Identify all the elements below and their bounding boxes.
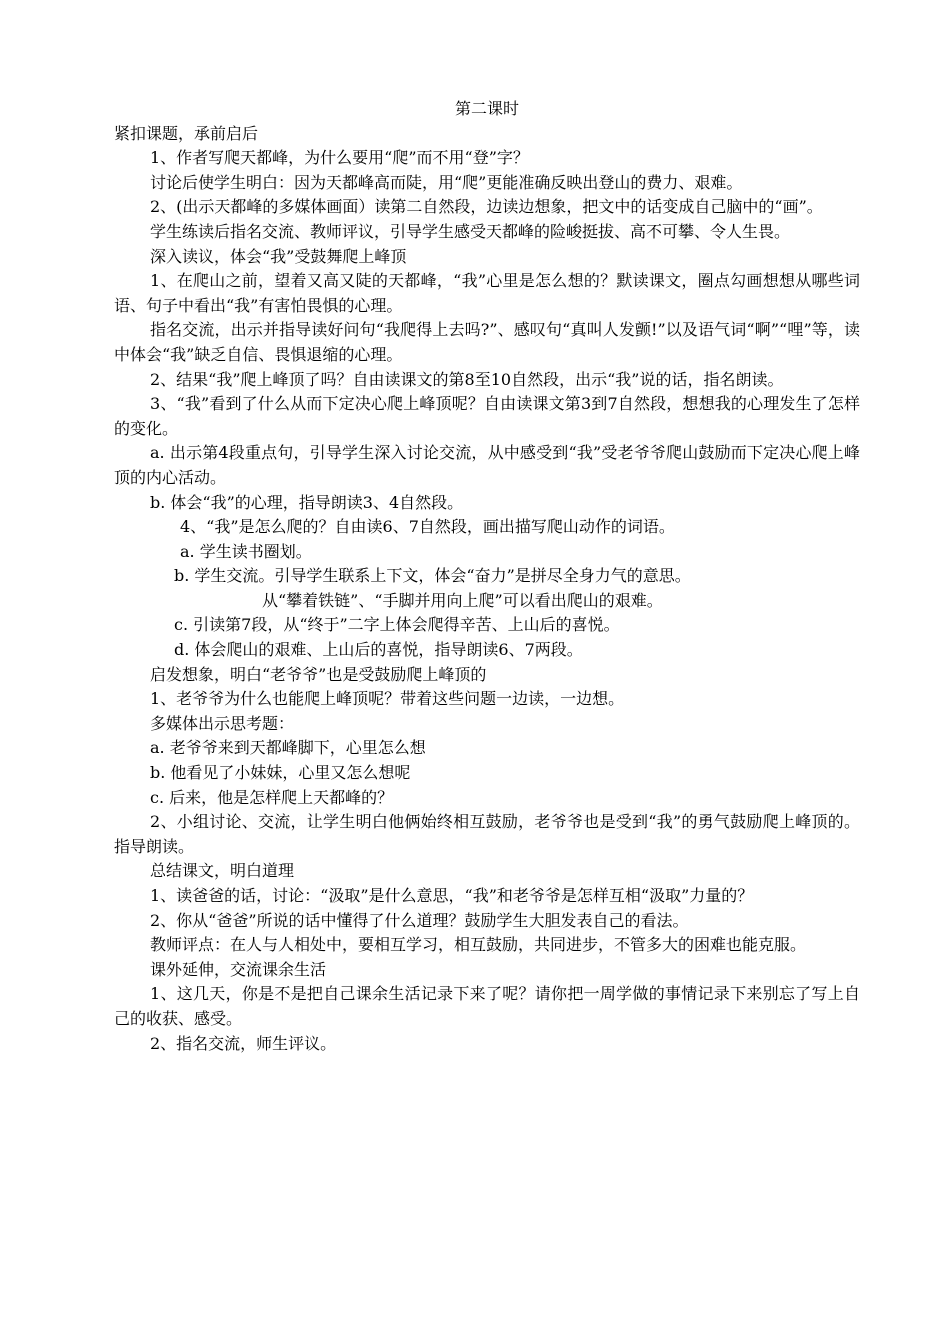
paragraph: 讨论后使学生明白：因为天都峰高而陡，用“爬”更能准确反映出登山的费力、艰难。 bbox=[150, 172, 743, 192]
paragraph: a. 学生读书圈划。 bbox=[180, 541, 312, 561]
paragraph: 从“攀着铁链”、“手脚并用向上爬”可以看出爬山的艰难。 bbox=[262, 590, 663, 610]
lesson-body bbox=[114, 122, 860, 1057]
paragraph: a. 老爷爷来到天都峰脚下，心里怎么想 bbox=[150, 738, 426, 758]
paragraph: 1、老爷爷为什么也能爬上峰顶呢？带着这些问题一边读，一边想。 bbox=[150, 689, 625, 709]
paragraph: c. 引读第7段，从“终于”二字上体会爬得辛苦、上山后的喜悦。 bbox=[174, 615, 620, 635]
paragraph: 深入读议，体会“我”受鼓舞爬上峰顶 bbox=[150, 246, 407, 266]
paragraph: 课外延伸，交流课余生活 bbox=[150, 959, 327, 979]
paragraph: a. 出示第4段重点句，引导学生深入讨论交流，从中感受到“我”受老爷爷爬山鼓励而下定决心爬上峰顶的内心活动。 bbox=[114, 443, 860, 487]
paragraph: b. 体会“我”的心理，指导朗读3、4自然段。 bbox=[150, 492, 464, 512]
paragraph: 3、“我”看到了什么从而下定决心爬上峰顶呢？自由读课文第3到7自然段，想想我的心理发生了怎样的变化。 bbox=[114, 394, 860, 438]
paragraph: 多媒体出示思考题： bbox=[150, 713, 295, 733]
paragraph: 教师评点：在人与人相处中，要相互学习，相互鼓励，共同进步，不管多大的困难也能克服。 bbox=[150, 935, 807, 955]
lesson-title: 第二课时 bbox=[454, 99, 519, 118]
paragraph: b. 他看见了小妹妹，心里又怎么想呢 bbox=[150, 763, 411, 783]
paragraph: 1、作者写爬天都峰，为什么要用“爬”而不用“登”字？ bbox=[150, 148, 529, 168]
paragraph: c. 后来，他是怎样爬上天都峰的？ bbox=[150, 787, 394, 807]
paragraph: 2、小组讨论、交流，让学生明白他俩始终相互鼓励，老爷爷也是受到“我”的勇气鼓励爬上峰顶的。指导朗读。 bbox=[114, 812, 860, 856]
paragraph: 2、指名交流，师生评议。 bbox=[150, 1033, 337, 1053]
paragraph: 紧扣课题，承前启后 bbox=[114, 123, 259, 143]
paragraph: 1、这几天，你是不是把自己课余生活记录下来了呢？请你把一周学做的事情记录下来别忘了写上自己的收获、感受。 bbox=[114, 984, 860, 1028]
paragraph: 1、读爸爸的话，讨论：“汲取”是什么意思，“我”和老爷爷是怎样互相“汲取”力量的？ bbox=[150, 886, 754, 905]
paragraph: 2、结果“我”爬上峰顶了吗？自由读课文的第8至10自然段，出示“我”说的话，指名朗读。 bbox=[150, 369, 784, 389]
paragraph: 指名交流，出示并指导读好问句“我爬得上去吗?”、感叹句“真叫人发颤!”以及语气词“啊”“哩”等，读中体会“我”缺乏自信、畏惧退缩的心理。 bbox=[114, 320, 860, 364]
paragraph: 2、(出示天都峰的多媒体画面）读第二自然段，边读边想象，把文中的话变成自己脑中的“画”。 bbox=[150, 197, 823, 217]
paragraph: d. 体会爬山的艰难、上山后的喜悦，指导朗读6、7两段。 bbox=[174, 640, 583, 660]
paragraph: 总结课文，明白道理 bbox=[150, 861, 295, 881]
paragraph: 4、“我”是怎么爬的？自由读6、7自然段，画出描写爬山动作的词语。 bbox=[180, 517, 675, 537]
paragraph: 2、你从“爸爸”所说的话中懂得了什么道理？鼓励学生大胆发表自己的看法。 bbox=[150, 910, 689, 930]
paragraph: 学生练读后指名交流、教师评议，引导学生感受天都峰的险峻挺拔、高不可攀、令人生畏。 bbox=[150, 221, 791, 241]
paragraph: 启发想象，明白“老爷爷”也是受鼓励爬上峰顶的 bbox=[150, 664, 487, 684]
document-page bbox=[114, 97, 860, 1056]
paragraph: b. 学生交流。引导学生联系上下文，体会“奋力”是拼尽全身力气的意思。 bbox=[174, 566, 691, 586]
paragraph: 1、在爬山之前，望着又高又陡的天都峰，“我”心里是怎么想的？默读课文，圈点勾画想想从哪些词语、句子中看出“我”有害怕畏惧的心理。 bbox=[114, 271, 860, 315]
